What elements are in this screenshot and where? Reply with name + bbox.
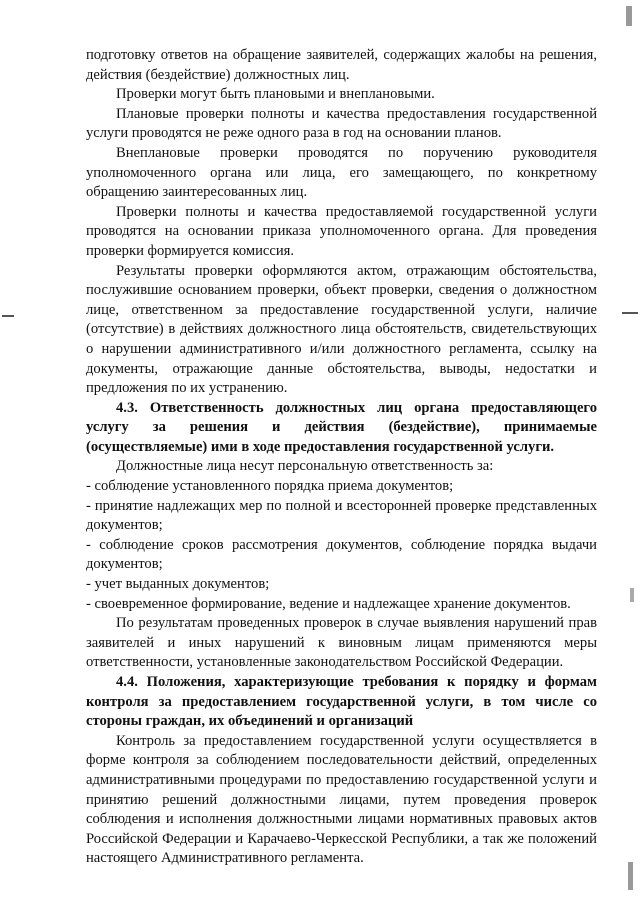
paragraph-5: Проверки полноты и качества предоставляемой государственной услуги проводятся на основании приказа уполномоченного органа. Для проведения проверки формируется комиссия.	[86, 203, 597, 259]
section-heading-4-4: 4.4. Положения, характеризующие требования к порядку и формам контроля за предоставлением государственной услуги, в том числе со стороны граждан, их объединений и организаций	[86, 674, 597, 730]
scan-mark-top-right	[626, 6, 632, 26]
list-item-5: - своевременное формирование, ведение и надлежащее хранение документов.	[86, 595, 571, 612]
paragraph-9: Контроль за предоставлением государственной услуги осуществляется в форме контроля за соблюдением последовательности действий, определенных административными процедурами по предоставлению государственной услуги и принятию решений должностными лицами, путем проведения проверок соблюдения и исполнения должностными лицами нормативных правовых актов Российской Федерации и Карачаево-Черкесской Республики, а так же положений настоящего Административного регламента.	[86, 732, 597, 867]
paragraph-4: Внеплановые проверки проводятся по поручению руководителя уполномоченного органа или лица, его замещающего, по конкретному обращению заинтересованных лиц.	[86, 144, 597, 201]
section-heading-4-3: 4.3. Ответственность должностных лиц органа предоставляющего услугу за решения и действия (бездействие), принимаемые (осуществляемые) ими в ходе предоставления государственной услуги.	[86, 399, 597, 455]
paragraph-8: По результатам проведенных проверок в случае выявления нарушений прав заявителей и иных нарушений к виновным лицам применяются меры ответственности, установленные законодательством Российской Федерации.	[86, 615, 597, 671]
paragraph-7: Должностные лица несут персональную ответственность за:	[116, 458, 494, 475]
paragraph-1: подготовку ответов на обращение заявителей, содержащих жалобы на решения, действия (бездействие) должностных лиц.	[86, 47, 597, 83]
scan-mark-mid-right	[630, 588, 634, 602]
paragraph-6: Результаты проверки оформляются актом, отражающим обстоятельства, послужившие основанием проверки, объект проверки, сведения о должностном лице, ответственном за предоставление государственной услуги, наличие (отсутствие) в действиях должностного лица обстоятельств, свидетельствующих о нарушении административного и/или должностного регламента, ссылку на документы, отражающие данные обстоятельства, выводы, недостатки и предложения по их устранению.	[86, 262, 597, 397]
list-item-2: - принятие надлежащих мер по полной и всесторонней проверке представленных документов;	[86, 497, 597, 534]
document-page	[86, 46, 597, 869]
list-item-4: - учет выданных документов;	[86, 576, 270, 593]
list-item-3: - соблюдение сроков рассмотрения документов, соблюдение порядка выдачи документов;	[86, 536, 597, 573]
paragraph-2: Проверки могут быть плановыми и внеплановыми.	[116, 86, 435, 103]
scan-mark-left	[2, 315, 14, 317]
scan-mark-bottom-right	[628, 862, 633, 890]
scan-mark-right	[622, 312, 638, 314]
list-item-1: - соблюдение установленного порядка приема документов;	[86, 478, 454, 495]
paragraph-3: Плановые проверки полноты и качества предоставления государственной услуги проводятся не реже одного раза в год на основании планов.	[86, 105, 597, 142]
